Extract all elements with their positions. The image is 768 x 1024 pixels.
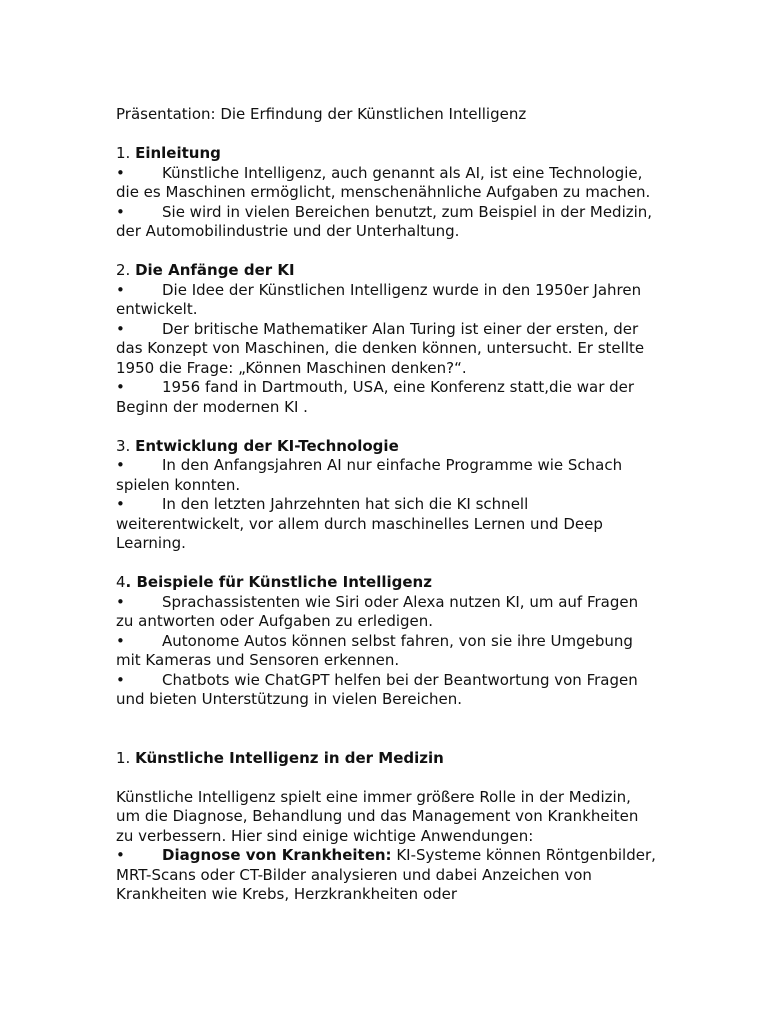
section-heading: 2. Die Anfänge der KI xyxy=(116,261,295,279)
bullet-item: • Autonome Autos können selbst fahren, von sie ihre Umgebung mit Kameras und Sensoren erkennen. xyxy=(116,631,633,669)
bullet-item: • Sprachassistenten wie Siri oder Alexa nutzen KI, um auf Fragen zu antworten oder Aufgaben zu erledigen. xyxy=(116,592,639,630)
section-heading: 1. Künstliche Intelligenz in der Medizin xyxy=(116,748,444,767)
document-body xyxy=(116,105,656,905)
section-heading: 4. Beispiele für Künstliche Intelligenz xyxy=(116,573,432,591)
bullet-item: • Die Idee der Künstlichen Intelligenz wurde in den 1950er Jahren entwickelt. xyxy=(116,280,642,318)
bullet-item: • Diagnose von Krankheiten: KI-Systeme können Röntgenbilder, MRT-Scans oder CT-Bilder analysieren und dabei Anzeichen von Krankheiten wie Krebs, Herzkrankheiten oder xyxy=(116,846,656,903)
bullet-item: • In den letzten Jahrzehnten hat sich die KI schnell weiterentwickelt, vor allem durch maschinelles Lernen und Deep Learning. xyxy=(116,495,603,552)
bullet-item: • Sie wird in vielen Bereichen benutzt, zum Beispiel in der Medizin, der Automobilindustrie und der Unterhaltung. xyxy=(116,202,653,240)
document-title: Präsentation: Die Erfindung der Künstlichen Intelligenz xyxy=(116,105,527,123)
bullet-item: • In den Anfangsjahren AI nur einfache Programme wie Schach spielen konnten. xyxy=(116,456,623,494)
bullet-item: • Chatbots wie ChatGPT helfen bei der Beantwortung von Fragen und bieten Unterstützung in vielen Bereichen. xyxy=(116,670,638,708)
bullet-item: • 1956 fand in Dartmouth, USA, eine Konferenz statt,die war der Beginn der modernen KI . xyxy=(116,378,635,416)
bullet-item: • Der britische Mathematiker Alan Turing ist einer der ersten, der das Konzept von Maschinen, die denken können, untersucht. Er stellte 1950 die Frage: „Können Maschinen denken?“. xyxy=(116,319,645,377)
bullet-item: • Künstliche Intelligenz, auch genannt als AI, ist eine Technologie, die es Maschinen ermöglicht, menschenähnliche Aufgaben zu machen. xyxy=(116,163,651,201)
section-heading: 1. Einleitung xyxy=(116,144,221,162)
section-heading: 3. Entwicklung der KI-Technologie xyxy=(116,436,399,455)
paragraph: Künstliche Intelligenz spielt eine immer größere Rolle in der Medizin, um die Diagnose, Behandlung und das Management von Krankheiten zu verbessern. Hier sind einige wichtige Anwendungen: xyxy=(116,787,639,845)
